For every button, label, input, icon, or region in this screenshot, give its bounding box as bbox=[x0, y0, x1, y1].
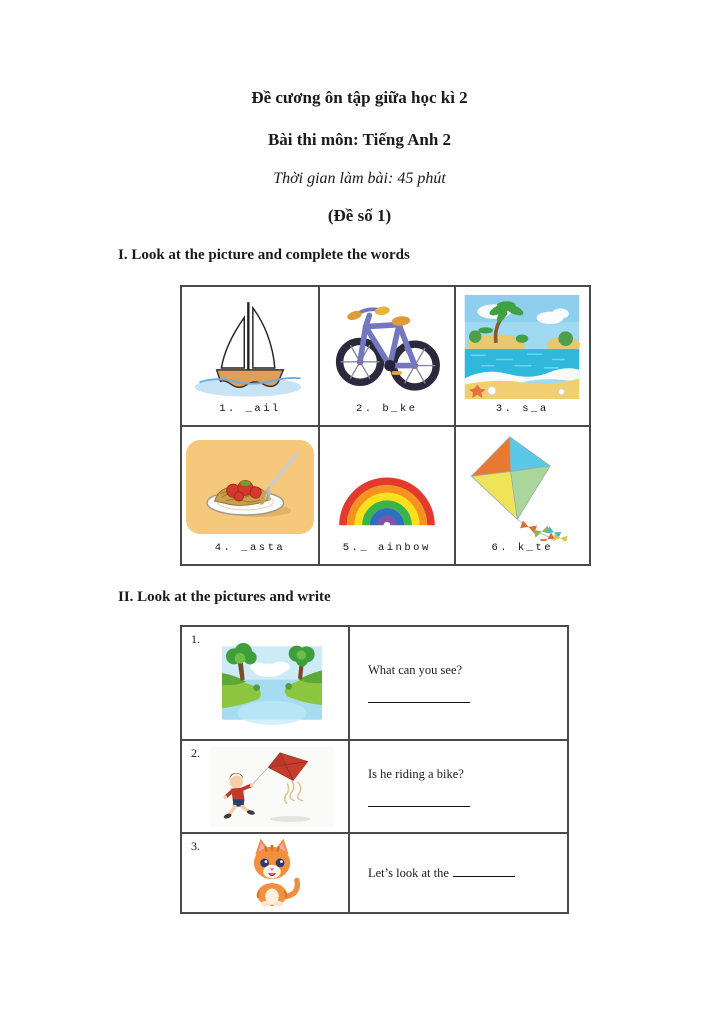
row3-answer-blank bbox=[453, 866, 515, 877]
word-label-kite: 6. k_te bbox=[491, 542, 554, 554]
write-row1-picture-cell bbox=[181, 626, 349, 740]
row1-question: What can you see? bbox=[368, 663, 463, 677]
kitten-image bbox=[182, 834, 348, 912]
row1-answer-blank bbox=[368, 702, 470, 703]
row2-number: 2. bbox=[191, 746, 200, 760]
boy-flying-kite-image bbox=[182, 741, 348, 832]
exam-number: (Đề số 1) bbox=[327, 206, 392, 225]
beach-image bbox=[460, 292, 586, 403]
section2-heading: II. Look at the pictures and write bbox=[118, 589, 331, 605]
write-row1-question-cell bbox=[349, 626, 568, 740]
sailboat-image bbox=[186, 292, 314, 403]
row3-question-text: Let’s look at the bbox=[368, 865, 449, 880]
duration-line: Thời gian làm bài: 45 phút bbox=[273, 170, 446, 187]
word-label-sea: 3. s_a bbox=[495, 402, 549, 415]
grid-cell-sail bbox=[181, 286, 319, 426]
picture-grid-table bbox=[180, 285, 591, 566]
row2-answer-blank bbox=[368, 806, 470, 807]
word-label-pasta: 4. _asta bbox=[214, 542, 286, 554]
write-row3-question-cell bbox=[349, 833, 568, 913]
grid-cell-kite bbox=[455, 426, 591, 566]
word-label-bike: 2. b_ke bbox=[355, 402, 418, 415]
pasta-card-background bbox=[186, 440, 314, 534]
pasta-image bbox=[186, 432, 314, 543]
row1-number: 1. bbox=[191, 632, 200, 646]
grid-cell-bike bbox=[319, 286, 455, 426]
page-subtitle: Bài thi môn: Tiếng Anh 2 bbox=[267, 130, 452, 149]
grid-cell-sea bbox=[455, 286, 591, 426]
grid-cell-pasta bbox=[181, 426, 319, 566]
page-title: Đề cương ôn tập giữa học kì 2 bbox=[251, 88, 468, 107]
grid-cell-rainbow bbox=[319, 426, 455, 566]
kite-image bbox=[460, 432, 586, 543]
write-row3-picture-cell bbox=[181, 833, 349, 913]
row3-number: 3. bbox=[191, 839, 200, 853]
row3-question bbox=[368, 866, 567, 881]
rainbow-image bbox=[324, 432, 450, 543]
word-label-rainbow: 5._ ainbow bbox=[342, 542, 431, 554]
section1-heading: I. Look at the picture and complete the words bbox=[118, 247, 410, 263]
word-label-sail: 1. _ail bbox=[219, 402, 281, 415]
write-table bbox=[180, 625, 569, 914]
write-row2-picture-cell bbox=[181, 740, 349, 833]
row2-question: Is he riding a bike? bbox=[368, 766, 464, 781]
bicycle-image bbox=[324, 292, 450, 403]
river-image bbox=[182, 627, 348, 739]
write-row2-question-cell bbox=[349, 740, 568, 833]
